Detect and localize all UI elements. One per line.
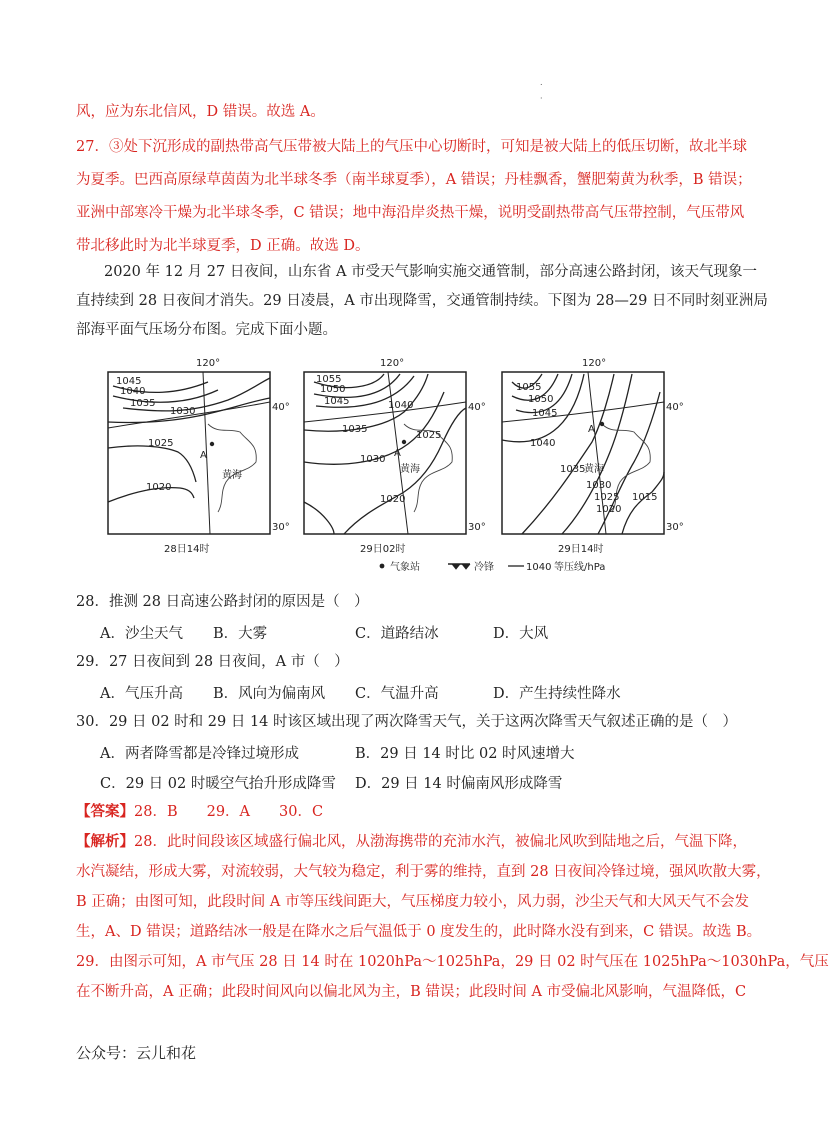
isobar-label: 1050 bbox=[320, 384, 346, 395]
isobar-label: 1025 bbox=[416, 430, 442, 441]
isobar-label: 1050 bbox=[528, 394, 554, 405]
question-option: A．两者降雪都是冷锋过境形成 bbox=[100, 746, 299, 762]
question-option: D．29 日 14 时偏南风形成降雪 bbox=[355, 776, 563, 792]
map-panel bbox=[108, 358, 290, 555]
intro-line: 直持续到 28 日夜间才消失。29 日凌晨，A 市出现降雪，交通管制持续。下图为 28—29 日不同时刻亚洲局 bbox=[76, 293, 768, 309]
map-panel bbox=[502, 358, 684, 555]
analysis-text-line: 29．由图示可知，A 市气压 28 日 14 时在 1020hPa～1025hPa，29 日 02 时气压在 1025hPa～1030hPa，气压 bbox=[76, 954, 829, 970]
answer-text-line: 27．③处下沉形成的副热带高气压带被大陆上的气压中心切断时，可知是被大陆上的低压切断，故北半球 bbox=[76, 139, 747, 155]
question-option: D．大风 bbox=[493, 626, 549, 642]
weather-station-marker bbox=[402, 440, 406, 444]
analysis-label: 【解析】 bbox=[76, 833, 134, 850]
question-option: C．道路结冰 bbox=[355, 626, 439, 642]
isobar-label: 1030 bbox=[170, 406, 196, 417]
answer-values: 28．B 29．A 30．C bbox=[134, 804, 324, 820]
isobar-label: 1045 bbox=[532, 408, 558, 419]
weather-station-marker bbox=[380, 564, 385, 569]
analysis-text-line: 生，A、D 错误；道路结冰一般是在降水之后气温低于 0 度发生的，此时降水没有到来，C 错误。故选 B。 bbox=[76, 924, 762, 940]
speck: . bbox=[540, 78, 543, 87]
analysis-text-line: 水汽凝结，形成大雾，对流较弱，大气较为稳定，利于雾的维持，直到 28 日夜间冷锋过境，强风吹散大雾， bbox=[76, 864, 771, 880]
isobar-label: 1040 bbox=[388, 400, 414, 411]
isobar-label: 1035 bbox=[342, 424, 368, 435]
legend-isobar-label: 等压线/hPa bbox=[554, 562, 606, 573]
question-option: A．气压升高 bbox=[100, 686, 183, 702]
lat-label: 30° bbox=[468, 522, 486, 533]
isobar-label: 1035 bbox=[560, 464, 586, 475]
station-label: A bbox=[200, 450, 207, 461]
answer-text-line: 为夏季。巴西高原绿草茵茵为北半球冬季（南半球夏季），A 错误；丹桂飘香，蟹肥菊黄为秋季，B 错误； bbox=[76, 172, 752, 188]
analysis-text-line: 在不断升高，A 正确；此段时间风向以偏北风为主，B 错误；此段时间 A 市受偏北风影响，气温降低，C bbox=[76, 984, 747, 1000]
panel-caption: 29日02时 bbox=[360, 544, 406, 555]
question-option: C．29 日 02 时暖空气抬升形成降雪 bbox=[100, 776, 336, 792]
speck: · bbox=[540, 94, 543, 103]
answer-text-line: 风，应为东北信风，D 错误。故选 A。 bbox=[76, 104, 325, 120]
lat-label: 30° bbox=[272, 522, 290, 533]
isobar-label: 1035 bbox=[130, 398, 156, 409]
question-option: C．气温升高 bbox=[355, 686, 439, 702]
question-option: B．29 日 14 时比 02 时风速增大 bbox=[355, 746, 575, 762]
isobar-label: 1025 bbox=[594, 492, 620, 503]
question-option: D．产生持续性降水 bbox=[493, 686, 621, 702]
intro-line: 2020 年 12 月 27 日夜间，山东省 A 市受天气影响实施交通管制，部分高速公路封闭，该天气现象一 bbox=[104, 264, 758, 280]
question-stem: 30．29 日 02 时和 29 日 14 时该区域出现了两次降雪天气，关于这两次降雪天气叙述正确的是（ ） bbox=[76, 714, 738, 730]
isobar-label: 1015 bbox=[632, 492, 658, 503]
panel-caption: 29日14时 bbox=[558, 544, 604, 555]
lat-label: 40° bbox=[468, 402, 486, 413]
station-label: A bbox=[394, 448, 401, 459]
question-stem: 29．27 日夜间到 28 日夜间，A 市（ ） bbox=[76, 654, 349, 670]
lon-label: 120° bbox=[196, 358, 221, 369]
answer-text-line: 带北移此时为北半球夏季，D 正确。故选 D。 bbox=[76, 238, 370, 254]
lon-label: 120° bbox=[380, 358, 405, 369]
answer-line bbox=[76, 802, 736, 822]
isobar-label: 1045 bbox=[324, 396, 350, 407]
isobar-label: 1030 bbox=[586, 480, 612, 491]
isobar-label: 1025 bbox=[148, 438, 174, 449]
legend-station-label: 气象站 bbox=[390, 562, 420, 573]
weather-station-marker bbox=[210, 442, 214, 446]
isobar-label: 1045 bbox=[116, 376, 142, 387]
intro-line: 部海平面气压场分布图。完成下面小题。 bbox=[76, 322, 337, 338]
legend-isobar-value: 1040 bbox=[526, 562, 552, 573]
lat-label: 40° bbox=[666, 402, 684, 413]
question-option: B．大雾 bbox=[213, 626, 268, 642]
sea-label: 黄海 bbox=[584, 464, 604, 475]
lat-label: 30° bbox=[666, 522, 684, 533]
isobar-label: 1055 bbox=[516, 382, 542, 393]
map-panel bbox=[304, 358, 486, 555]
answer-label: 【答案】 bbox=[76, 803, 134, 820]
lon-label: 120° bbox=[582, 358, 607, 369]
question-option: B．风向为偏南风 bbox=[213, 686, 326, 702]
isobar-label: 1020 bbox=[596, 504, 622, 515]
isobar-label: 1040 bbox=[530, 438, 556, 449]
panel-caption: 28日14时 bbox=[164, 544, 210, 555]
station-label: A bbox=[588, 424, 595, 435]
sea-label: 黄海 bbox=[400, 464, 420, 475]
question-stem: 28．推测 28 日高速公路封闭的原因是（ ） bbox=[76, 594, 369, 610]
sea-label: 黄海 bbox=[222, 470, 242, 481]
analysis-text-line: B 正确；由图可知，此段时间 A 市等压线间距大，气压梯度力较小，风力弱，沙尘天气和大风天气不会发 bbox=[76, 894, 749, 910]
isobar-label: 1020 bbox=[146, 482, 172, 493]
pressure-maps-figure bbox=[96, 352, 696, 582]
legend-front-label: 冷锋 bbox=[474, 562, 494, 573]
analysis-text: 28．此时间段该区域盛行偏北风，从渤海携带的充沛水汽，被偏北风吹到陆地之后，气温下降， bbox=[134, 834, 747, 850]
question-option: A．沙尘天气 bbox=[100, 626, 183, 642]
isobar-label: 1020 bbox=[380, 494, 406, 505]
isobar-label: 1055 bbox=[316, 374, 342, 385]
isobar-label: 1030 bbox=[360, 454, 386, 465]
answer-text-line: 亚洲中部寒冷干燥为北半球冬季，C 错误；地中海沿岸炎热干燥，说明受副热带高气压带控制，气压带风 bbox=[76, 205, 745, 221]
footer-account: 公众号：云儿和花 bbox=[76, 1044, 197, 1062]
analysis-line bbox=[76, 832, 747, 852]
map-legend bbox=[380, 560, 606, 573]
isobar-label: 1040 bbox=[120, 386, 146, 397]
weather-station-marker bbox=[600, 422, 604, 426]
lat-label: 40° bbox=[272, 402, 290, 413]
